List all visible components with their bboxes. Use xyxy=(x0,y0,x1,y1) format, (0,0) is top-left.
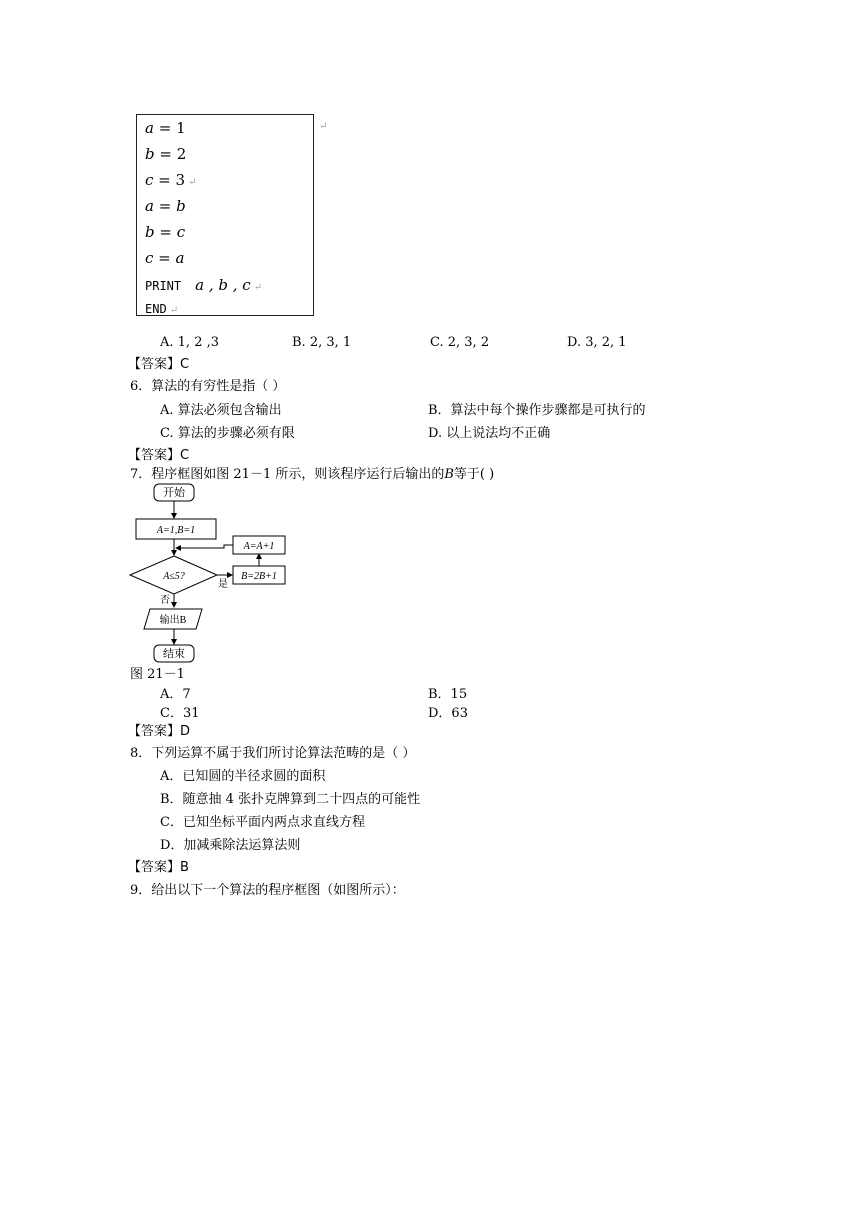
q8-option-c: C．已知坐标平面内两点求直线方程 xyxy=(160,815,365,830)
q6-stem: 6．算法的有穷性是指（ ） xyxy=(130,379,286,394)
q5-option-a: A. 1, 2 ,3 xyxy=(160,335,219,350)
q5-option-d: D. 3, 2, 1 xyxy=(567,335,627,350)
q5-option-c: C. 2, 3, 2 xyxy=(430,335,490,350)
q5-option-b: B. 2, 3, 1 xyxy=(292,335,352,350)
flow-no-label: 否 xyxy=(160,595,170,606)
q6-option-d: D. 以上说法均不正确 xyxy=(428,426,551,441)
q6-option-c: C. 算法的步骤必须有限 xyxy=(160,426,295,441)
code-line: a = 1 xyxy=(145,119,186,137)
q8-option-b: B．随意抽 4 张扑克牌算到二十四点的可能性 xyxy=(160,792,421,807)
flow-start-label: 开始 xyxy=(163,487,185,499)
flow-end-label: 结束 xyxy=(163,648,185,660)
q6-answer: 【答案】C xyxy=(128,448,190,463)
flow-cond-label: A≤5? xyxy=(163,571,185,582)
q6-option-a: A. 算法必须包含输出 xyxy=(160,403,282,418)
q7-stem: 7．程序框图如图 21－1 所示，则该程序运行后输出的B等于( ) xyxy=(130,467,495,482)
flow-update-a-label: A=A+1 xyxy=(243,541,275,552)
q8-option-d: D．加减乘除法运算法则 xyxy=(160,838,301,853)
q5-answer: 【答案】C xyxy=(128,357,190,372)
code-line: c = a xyxy=(145,249,185,267)
flowchart xyxy=(128,482,308,664)
flow-init-label: A=1,B=1 xyxy=(156,525,196,536)
code-line-print: PRINT a , b , c ↵ xyxy=(145,276,263,294)
q8-option-a: A．已知圆的半径求圆的面积 xyxy=(160,769,326,784)
q7-option-b: B．15 xyxy=(428,687,468,702)
q7-option-c: C．31 xyxy=(160,706,200,721)
q9-stem: 9．给出以下一个算法的程序框图（如图所示）： xyxy=(130,883,405,898)
q8-answer: 【答案】B xyxy=(128,860,189,875)
flow-output-label: 输出B xyxy=(159,615,187,626)
paragraph-mark: ↵ xyxy=(319,121,328,132)
figure-caption: 图 21－1 xyxy=(130,667,185,682)
q7-answer: 【答案】D xyxy=(128,724,191,739)
code-line: b = c xyxy=(145,223,186,241)
code-line: a = b xyxy=(145,197,186,215)
code-box xyxy=(136,114,314,316)
code-line: c = 3 ↵ xyxy=(145,171,197,189)
code-line: b = 2 xyxy=(145,145,187,163)
flow-yes-label: 是 xyxy=(218,579,228,590)
q7-option-a: A．7 xyxy=(160,687,191,702)
q7-option-d: D．63 xyxy=(428,706,468,721)
q8-stem: 8．下列运算不属于我们所讨论算法范畴的是（ ） xyxy=(130,746,416,761)
q6-option-b: B．算法中每个操作步骤都是可执行的 xyxy=(428,403,646,418)
code-line-end: END ↵ xyxy=(145,302,179,316)
flow-update-b-label: B=2B+1 xyxy=(241,571,277,582)
